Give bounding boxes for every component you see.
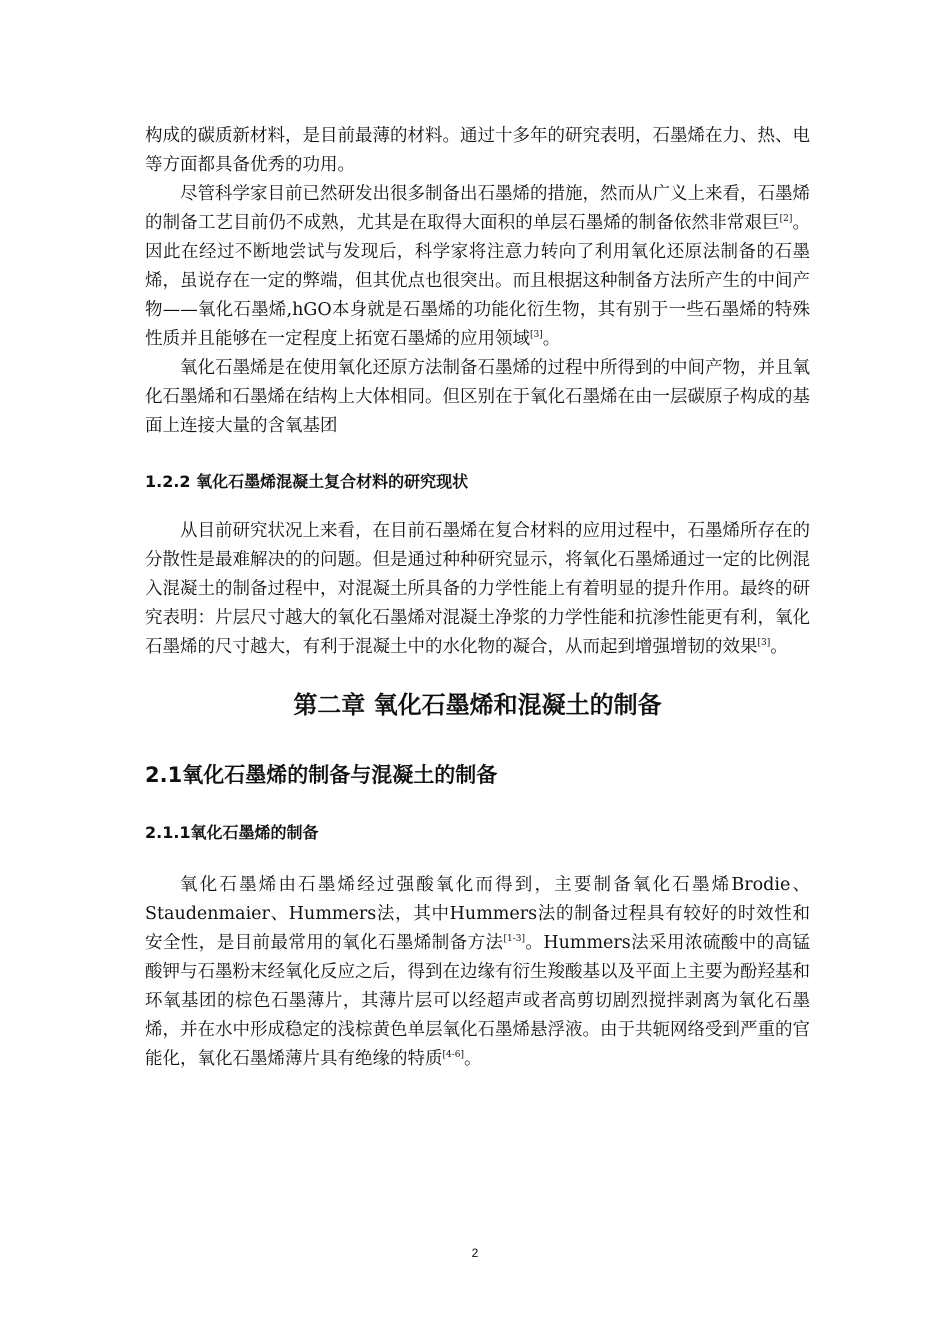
section-heading-2-1-1: 2.1.1氧化石墨烯的制备 bbox=[145, 823, 319, 842]
citation-ref: [3] bbox=[757, 638, 771, 648]
paragraph-text: 氧化石墨烯由石墨烯经过强酸氧化而得到，主要制备氧化石墨烯Brodie、Staudenmaier、Hummers法，其中Hummers法的制备过程具有较好的时效性和安全性，是目前最常用的氧化石墨烯制备方法 bbox=[145, 875, 810, 953]
paragraph-text: 从目前研究状况上来看，在目前石墨烯在复合材料的应用过程中，石墨烯所存在的分散性是最难解决的的问题。但是通过种种研究显示，将氧化石墨烯通过一定的比例混入混凝土的制备过程中，对混凝土所具备的力学性能上有着明显的提升作用。最终的研究表明：片层尺寸越大的氧化石墨烯对混凝土净浆的力学性能和抗渗性能更有利，氧化石墨烯的尺寸越大，有利于混凝土中的水化物的凝合，从而起到增强增韧的效果 bbox=[145, 521, 810, 657]
section-heading-2-1: 2.1氧化石墨烯的制备与混凝土的制备 bbox=[145, 763, 498, 787]
paragraph-text: 。Hummers法采用浓硫酸中的高锰酸钾与石墨粉末经氧化反应之后，得到在边缘有衍生羧酸基以及平面上主要为酚羟基和环氧基团的棕色石墨薄片，其薄片层可以经超声或者高剪切剧烈搅拌剥离为氧化石墨烯，并在水中形成稳定的浅棕黄色单层氧化石墨烯悬浮液。由于共轭网络受到严重的官能化，氧化石墨烯薄片具有绝缘的特质 bbox=[145, 933, 810, 1069]
page-number: 2 bbox=[471, 1246, 479, 1260]
paragraph-graphene-intro: 构成的碳质新材料，是目前最薄的材料。通过十多年的研究表明，石墨烯在力、热、电等方面都具备优秀的功用。 bbox=[145, 126, 810, 175]
citation-ref: [1-3] bbox=[503, 934, 525, 944]
citation-ref: [4-6] bbox=[442, 1050, 465, 1060]
paragraph-research-status bbox=[145, 517, 810, 662]
paragraph-text: 。 bbox=[464, 1049, 482, 1069]
document-body bbox=[145, 122, 810, 1074]
paragraph-text: 。因此在经过不断地尝试与发现后，科学家将注意力转向了利用氧化还原法制备的石墨烯，虽说存在一定的弊端，但其优点也很突出。而且根据这种制备方法所产生的中间产物——氧化石墨烯,hGO本身就是石墨烯的功能化衍生物，其有别于一些石墨烯的特殊性质并且能够在一定程度上拓宽石墨烯的应用领域 bbox=[145, 213, 811, 349]
paragraph-go-preparation bbox=[145, 871, 810, 1074]
citation-ref: [2] bbox=[779, 214, 793, 224]
chapter-title: 第二章 氧化石墨烯和混凝土的制备 bbox=[293, 691, 662, 719]
citation-ref: [3] bbox=[530, 330, 543, 340]
section-heading-1-2-2: 1.2.2 氧化石墨烯混凝土复合材料的研究现状 bbox=[145, 472, 469, 491]
paragraph-graphene-oxide: 氧化石墨烯是在使用氧化还原方法制备石墨烯的过程中所得到的中间产物，并且氧化石墨烯和石墨烯在结构上大体相同。但区别在于氧化石墨烯在由一层碳原子构成的基面上连接大量的含氧基团 bbox=[145, 358, 810, 436]
paragraph-graphene-preparation bbox=[145, 180, 810, 354]
paragraph-text: 。 bbox=[770, 637, 788, 657]
paragraph-text: 尽管科学家目前已然研发出很多制备出石墨烯的措施，然而从广义上来看，石墨烯的制备工艺目前仍不成熟，尤其是在取得大面积的单层石墨烯的制备依然非常艰巨 bbox=[145, 184, 810, 233]
paragraph-text: 。 bbox=[542, 329, 561, 349]
